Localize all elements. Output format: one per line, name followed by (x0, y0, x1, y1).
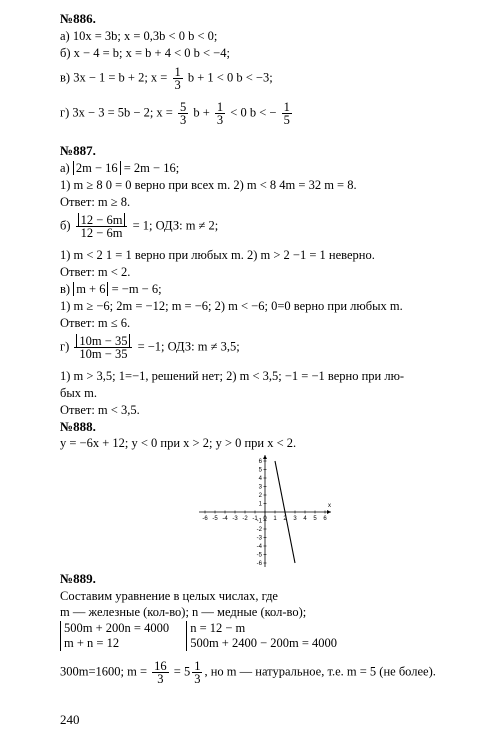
p887-g-eq: г) $\frac{10m - 35}{10m - 35}$ = −1; ОДЗ: m ≠ 3,5; (60, 334, 240, 361)
y-tick-label: 2 (258, 493, 262, 499)
fraction: $\frac{5}{3}$ (179, 100, 187, 127)
y-tick-label: 6 (258, 459, 262, 465)
page-number: 240 (60, 712, 80, 727)
x-tick-label: -6 (202, 516, 208, 522)
absolute-value: m + 6 (73, 282, 108, 296)
fraction: $\frac{16}{3}$ (154, 659, 167, 686)
y-tick-label: -5 (256, 552, 262, 559)
graph-888 (190, 452, 340, 570)
y-tick-label: -6 (256, 561, 262, 567)
x-tick-label: -5 (212, 516, 218, 522)
x-tick-label: 0 (263, 516, 267, 522)
x-axis-arrow (327, 510, 331, 514)
p886-v: в) 3x − 1 = b + 2; x = $\frac{1}{3}$ b + 1 < 0 b < −3; (60, 65, 273, 92)
problem-888-title: №888. (60, 419, 96, 434)
p889-systems (60, 621, 343, 651)
p889-line2: m — железные (кол-во); n — медные (кол-во); (60, 605, 307, 619)
p887-a-answer: Ответ: m ≥ 8. (60, 195, 131, 209)
problem-889-title: №889. (60, 571, 96, 586)
p887-b-cases: 1) m < 2 1 = 1 верно при любых m. 2) m > 2 −1 = 1 неверно. (60, 248, 375, 262)
problem-887-title: №887. (60, 143, 96, 158)
x-tick-label: -2 (242, 516, 248, 522)
y-tick-label: 4 (258, 476, 262, 482)
x-tick-label: 6 (323, 516, 327, 522)
y-tick-label: 5 (258, 467, 262, 474)
p887-a-eq: а) 2m − 16 = 2m − 16; (60, 161, 180, 175)
p887-a-cases: 1) m ≥ 8 0 = 0 верно при всех m. 2) m < 8 4m = 32 m = 8. (60, 178, 357, 192)
p887-v-eq: в) m + 6 = −m − 6; (60, 282, 162, 296)
x-tick-label: -3 (232, 516, 238, 522)
system-2: n = 12 − m 500m + 2400 − 200m = 4000 (186, 621, 337, 651)
y-tick-label: -1 (256, 518, 262, 525)
x-tick-label: 3 (293, 516, 297, 522)
x-tick-label: -4 (222, 516, 228, 522)
fraction: $\frac{1}{5}$ (283, 100, 290, 127)
fraction: $\frac{10m - 35}{10m - 35}$ (74, 335, 132, 360)
x-tick-label: -1 (252, 516, 258, 522)
problem-886-title: №886. (60, 11, 96, 26)
y-axis-arrow (263, 455, 267, 459)
fraction: $\frac{1}{3}$ (216, 100, 224, 127)
p887-g-cases: 1) m > 3,5; 1=−1, решений нет; 2) m < 3,5; −1 = −1 верно при лю- (60, 369, 405, 383)
p886-b: б) x − 4 = b; x = b + 4 < 0 b < −4; (60, 46, 230, 60)
p888-text: y = −6x + 12; y < 0 при x > 2; y > 0 при x < 2. (60, 436, 297, 450)
p887-v-answer: Ответ: m ≤ 6. (60, 316, 131, 330)
x-tick-label: 2 (283, 516, 287, 522)
p889-line1: Составим уравнение в целых числах, где (60, 589, 278, 603)
x-tick-label: 5 (313, 516, 317, 522)
y-tick-label: -2 (256, 527, 262, 533)
system-1: 500m + 200n = 4000 m + n = 12 (60, 621, 169, 651)
y-tick-label: 3 (258, 484, 262, 491)
x-tick-label: 4 (303, 516, 307, 522)
p887-b-eq: б) $\frac{12 - 6m}{12 - 6m}$ = 1; ОДЗ: m ≠ 2; (60, 213, 219, 240)
fraction: $\frac{1}{3}$ (194, 659, 201, 686)
absolute-value: 2m − 16 (73, 161, 121, 175)
y-tick-label: -4 (256, 544, 262, 550)
p887-g-cases-cont: бых m. (60, 386, 97, 400)
x-axis-label: x (328, 503, 331, 509)
p887-v-cases: 1) m ≥ −6; 2m = −12; m = −6; 2) m < −6; 0=0 верно при любых m. (60, 299, 403, 313)
y-tick-label: -3 (256, 535, 262, 542)
p887-g-answer: Ответ: m < 3,5. (60, 403, 140, 417)
y-tick-label: 1 (258, 501, 262, 508)
p886-g: г) 3x − 3 = 5b − 2; x = $\frac{5}{3}$ b + $\frac{1}{3}$ < 0 b < − $\frac{1}{5}$ (60, 100, 290, 127)
p886-a: а) 10x = 3b; x = 0,3b < 0 b < 0; (60, 29, 218, 43)
fraction: $\frac{12 - 6m}{12 - 6m}$ (76, 214, 128, 239)
fraction: $\frac{1}{3}$ (174, 65, 181, 92)
p889-solution: 300m=1600; m = $\frac{16}{3}$ = 5 $\frac{1}{3}$ , но m — натуральное, т.е. m = 5 (не более). (60, 659, 436, 686)
p887-b-answer: Ответ: m < 2. (60, 265, 131, 279)
x-tick-label: 1 (273, 516, 277, 522)
